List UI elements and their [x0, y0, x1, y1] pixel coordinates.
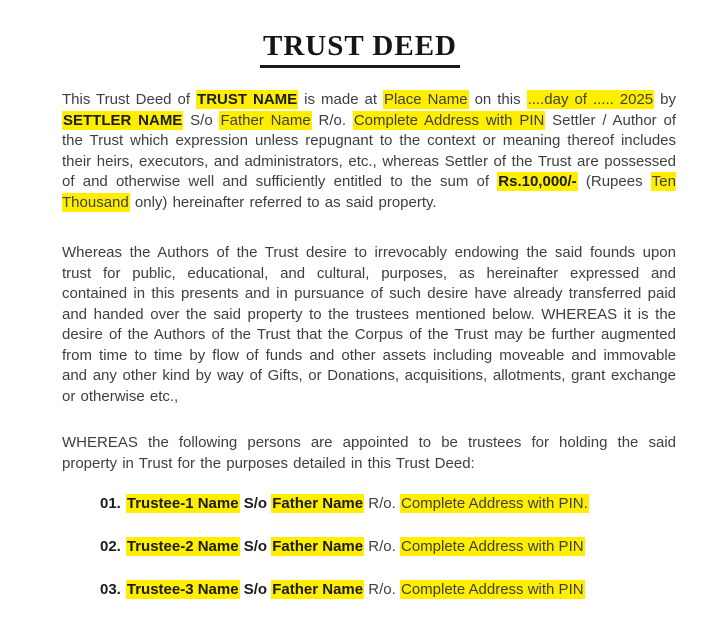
paragraph-whereas-trustees: WHEREAS the following persons are appointed to be trustees for holding the said property in Trust for the purposes detailed in this Trust Deed: [62, 434, 676, 472]
document-title: TRUST DEED [260, 30, 460, 68]
trustee-item-1 [100, 494, 676, 514]
trustee-text-2: Trustee-2 Name S/o Father Name R/o. Complete Address with PIN [126, 538, 584, 555]
paragraph-intro: This Trust Deed of TRUST NAME is made at Place Name on this ....day of ..... 2025 by SETTLER NAME S/o Father Name R/o. Complete Address with PIN Settler / Author of the Trust which expression unless repugnant to the context or meaning thereof includes their heirs, executors, and administrators, etc., whereas Settler of the Trust are possessed of and otherwise well and sufficiently entitled to the sum of Rs.10,000/- (Rupees Ten Thousand only) hereinafter referred to as said property. [62, 91, 676, 211]
trustee-text-1: Trustee-1 Name S/o Father Name R/o. Complete Address with PIN. [126, 495, 588, 512]
document-body [0, 90, 720, 600]
trustee-item-2 [100, 537, 676, 557]
trustee-number-2: 02. [100, 538, 121, 555]
trustee-item-3 [100, 580, 676, 600]
trustee-number-3: 03. [100, 581, 121, 598]
paragraph-whereas-corpus: Whereas the Authors of the Trust desire to irrevocably endowing the said founds upon trust for public, educational, and cultural, purposes, as hereinafter expressed and contained in this presents and in pursuance of such desire have already transferred paid and handed over the said property to the trustees mentioned below. WHEREAS it is the desire of the Authors of the Trust that the Corpus of the Trust may be further augmented from time to time by flow of funds and other assets including moveable and immovable and any other kind by way of Gifts, or Donations, acquisitions, allotments, grant exchange or otherwise etc., [62, 244, 676, 405]
trustee-text-3: Trustee-3 Name S/o Father Name R/o. Complete Address with PIN [126, 581, 584, 598]
trustee-number-1: 01. [100, 495, 121, 512]
trustee-list [100, 494, 676, 600]
title-container [0, 0, 720, 68]
